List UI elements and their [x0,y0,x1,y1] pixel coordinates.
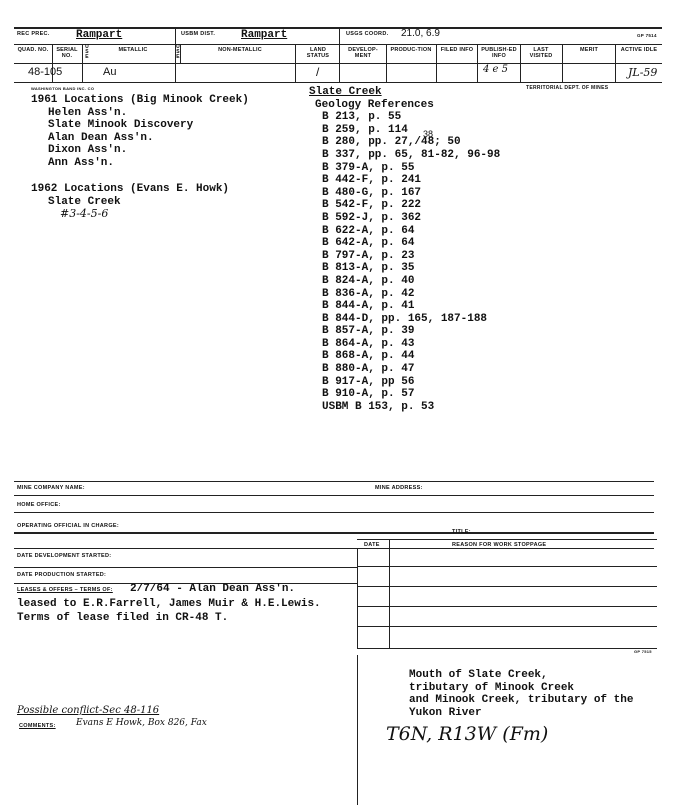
location-item: Dixon Ass'n. [48,144,128,157]
col-published-info: PUBLISH-ED INFO [481,47,517,59]
form-number-2: GP 7515 [634,649,652,654]
title-label: TITLE: [452,529,471,535]
reference-item: B 864-A, p. 43 [322,337,415,350]
references-subtitle: Geology References [315,98,434,111]
col-non-metallic: NON-METALLIC [218,47,262,53]
printer-mark: WASHINGTON BAND INC. CO [31,86,95,91]
reference-item: B 857-A, p. 39 [322,325,415,338]
quad-serial-value: 48-105 [28,66,63,78]
mine-address-label: MINE ADDRESS: [375,485,423,491]
active-idle-value: JL-59 [628,66,658,79]
col-active-idle: ACTIVE IDLE [620,47,658,53]
reference-item: B 797-A, p. 23 [322,249,415,262]
location-item: Slate Creek [48,195,121,208]
home-office-label: HOME OFFICE: [17,502,61,508]
reference-item: B 213, p. 55 [322,111,402,124]
reference-item: B 642-A, p. 64 [322,237,415,250]
reference-item: USBM B 153, p. 53 [322,400,435,413]
location-item: Alan Dean Ass'n. [48,131,154,144]
locations-1961 [31,94,249,170]
references [299,86,500,413]
reference-item: B 259, p. 114 [322,123,408,136]
operating-official-label: OPERATING OFFICIAL IN CHARGE: [17,523,119,529]
reference-item: B 813-A, p. 35 [322,262,415,275]
col-production: PRODUC-TION [390,47,432,53]
annotation-38: 38 [423,129,434,139]
form-number: GP 7514 [637,33,657,38]
reference-item: B 280, pp. 27,/48; 50 [322,136,461,149]
usbm-dist-label: USBM DIST. [181,31,216,37]
col-serial-no: SERIAL NO. [56,47,78,59]
territorial-dept-label: TERRITORIAL DEPT. OF MINES [526,85,609,91]
col-merit: MERIT [579,47,599,53]
published-info-value: 4 e 5 [483,64,508,75]
col-quad-no: QUAD. NO. [17,47,49,53]
reference-item: B 880-A, p. 47 [322,363,415,376]
comments-label: COMMENTS: [19,723,56,729]
rec-prec-label: REC PREC. [17,31,50,37]
leases-text-1: 2/7/64 - Alan Dean Ass'n. [130,583,296,595]
location-item: Ann Ass'n. [48,156,115,169]
date-production-label: DATE PRODUCTION STARTED: [17,572,107,578]
col-last-visited: LAST VISITED [529,47,553,59]
metallic-value: Au [103,66,117,78]
location-item: #3-4-5-6 [60,207,109,221]
land-status-value: / [316,65,320,79]
reference-item: B 592-J, p. 362 [322,211,422,224]
stoppage-reason-label: REASON FOR WORK STOPPAGE [452,542,547,548]
reference-item: B 868-A, p. 44 [322,350,415,363]
reference-item: B 910-A, p. 57 [322,388,415,401]
location-description-line: tributary of Minook Creek [409,681,575,694]
reference-item: B 480-G, p. 167 [322,186,422,199]
locations-1962 [31,183,229,221]
usbm-dist-value: Rampart [241,29,288,41]
reference-item: B 917-A, pp 56 [322,375,415,388]
locations-1961-heading: 1961 Locations (Big Minook Creek) [31,94,249,106]
locations-1962-heading: 1962 Locations (Evans E. Howk) [31,183,230,195]
reference-item: B 379-A, p. 55 [322,161,415,174]
col-metallic: METALLIC [118,47,148,53]
location-item: Slate Minook Discovery [48,119,194,132]
leases-text-2: leased to E.R.Farrell, James Muir & H.E.Lewis. [17,598,321,610]
usgs-coord-label: USGS COORD. [346,31,389,37]
leases-label: LEASES & OFFERS – TERMS OF: [17,587,113,593]
reference-item: B 337, pp. 65, 81-82, 96-98 [322,148,501,161]
reference-item: B 542-F, p. 222 [322,199,422,212]
rec-prec-value: Rampart [76,29,123,41]
location-description-line: Mouth of Slate Creek, [409,669,548,681]
col-development: DEVELOP-MENT [348,47,378,59]
col-use-metallic: U S E [85,44,89,60]
township-range: T6N, R13W (Fm) [386,723,549,745]
location-item: Helen Ass'n. [48,106,128,119]
usgs-coord-value: 21.0, 6.9 [401,28,440,39]
references-title: Slate Creek [309,86,382,98]
location-description-line: Yukon River [409,706,482,719]
location-description [409,669,633,719]
leases-text-3: Terms of lease filed in CR-48 T. [17,612,229,624]
mine-company-label: MINE COMPANY NAME: [17,485,85,491]
date-development-label: DATE DEVELOPMENT STARTED: [17,553,112,559]
reference-item: B 836-A, p. 42 [322,287,415,300]
handwritten-note: Possible conflict-Sec 48-116 [17,705,160,716]
reference-item: B 844-A, p. 41 [322,300,415,313]
reference-item: B 622-A, p. 64 [322,224,415,237]
references-list [299,111,500,413]
reference-item: B 844-D, pp. 165, 187-188 [322,312,488,325]
reference-item: B 442-F, p. 241 [322,174,422,187]
stoppage-date-label: DATE [364,542,380,548]
col-filed-info: FILED INFO [440,47,474,53]
comments-value: Evans E Howk, Box 826, Fax [76,718,207,728]
location-description-line: and Minook Creek, tributary of the [409,694,634,706]
col-use-nonmetallic: U S E [176,44,180,60]
reference-item: B 824-A, p. 40 [322,274,415,287]
col-land-status: LAND STATUS [306,47,330,59]
